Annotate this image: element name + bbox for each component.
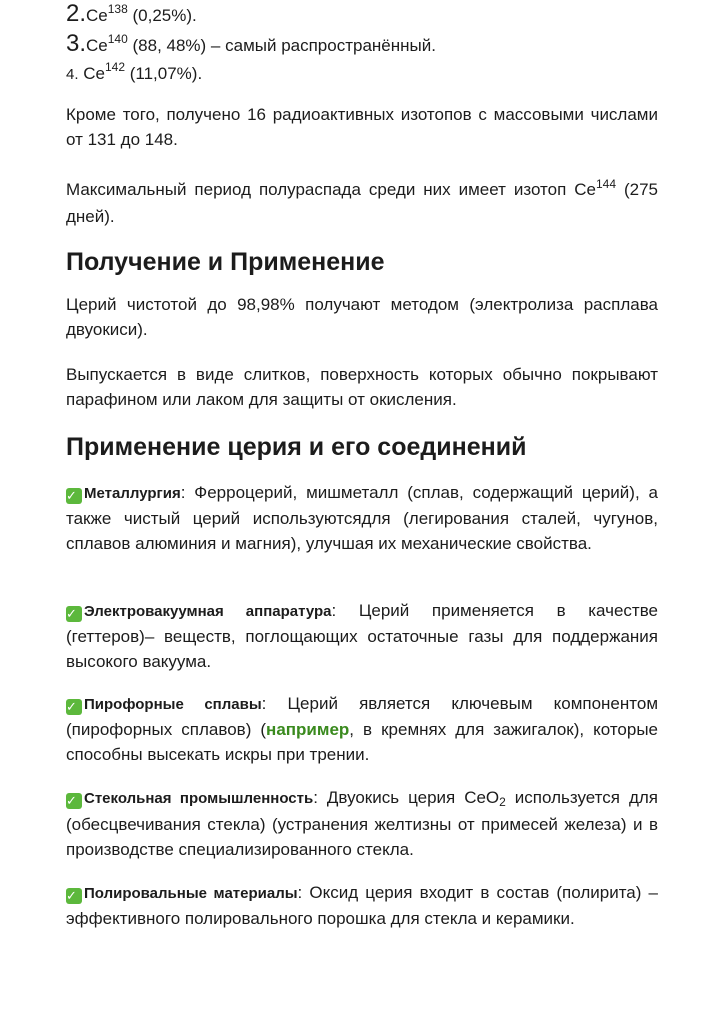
isotope-item: 3.Ce$^{140}$ (88, 48%) – самый распространённый. xyxy=(66,30,436,57)
application-item-glass: ✓ Стекольная промышленность: Двуокись церия CeO$_2$ используется для (обесцвечивания стекла) (устранения желтизны от примесей железа) и в производстве специализированного стекла. xyxy=(66,788,658,859)
application-item-metallurgy: ✓ Металлургия: Ферроцерий, мишметалл (сплав, содержащий церий), а также чистый церий используютсядля (легирования сталей, чугунов, сплавов алюминия и магния), улучшая их механические свойства. xyxy=(66,483,658,553)
radioactive-paragraph: Кроме того, получено 16 радиоактивных изотопов с массовыми числами от 131 до 148. xyxy=(66,105,658,149)
highlight-example: например xyxy=(266,720,350,739)
isotope-item: 2.Ce$^{138}$ (0,25%). xyxy=(66,0,197,27)
application-item-polishing: ✓ Полировальные материалы: Оксид церия входит в состав (полирита) – эффективного полировального порошка для стекла и керамики. xyxy=(66,883,658,928)
check-mark-icon: ✓ xyxy=(66,793,82,809)
check-mark-icon: ✓ xyxy=(66,699,82,715)
section-title-production: Получение и Применение xyxy=(66,248,385,276)
halflife-paragraph: Максимальный период полураспада среди них имеет изотоп Ce$^{144}$ (275 дней). xyxy=(66,177,659,226)
ingot-paragraph: Выпускается в виде слитков, поверхность которых обычно покрывают парафином или лаком для защиты от окисления. xyxy=(66,365,658,409)
isotope-item: 4. Ce$^{142}$ (11,07%). xyxy=(66,60,203,83)
check-mark-icon: ✓ xyxy=(66,888,82,904)
production-paragraph: Церий чистотой до 98,98% получают методом (электролиза расплава двуокиси). xyxy=(66,295,658,339)
check-mark-icon: ✓ xyxy=(66,488,82,504)
check-mark-icon: ✓ xyxy=(66,606,82,622)
section-title-applications: Применение церия и его соединений xyxy=(66,433,527,461)
application-item-vacuum: ✓ Электровакуумная аппаратура: Церий применяется в качестве (геттеров)– веществ, поглощающих остаточные газы для поддержания высокого вакуума. xyxy=(66,601,659,671)
application-item-pyrophoric: ✓ Пирофорные сплавы: Церий является ключевым компонентом (пирофорных сплавов) (например, в кремнях для зажигалок), которые способны высекать искры при трении. xyxy=(66,694,659,764)
